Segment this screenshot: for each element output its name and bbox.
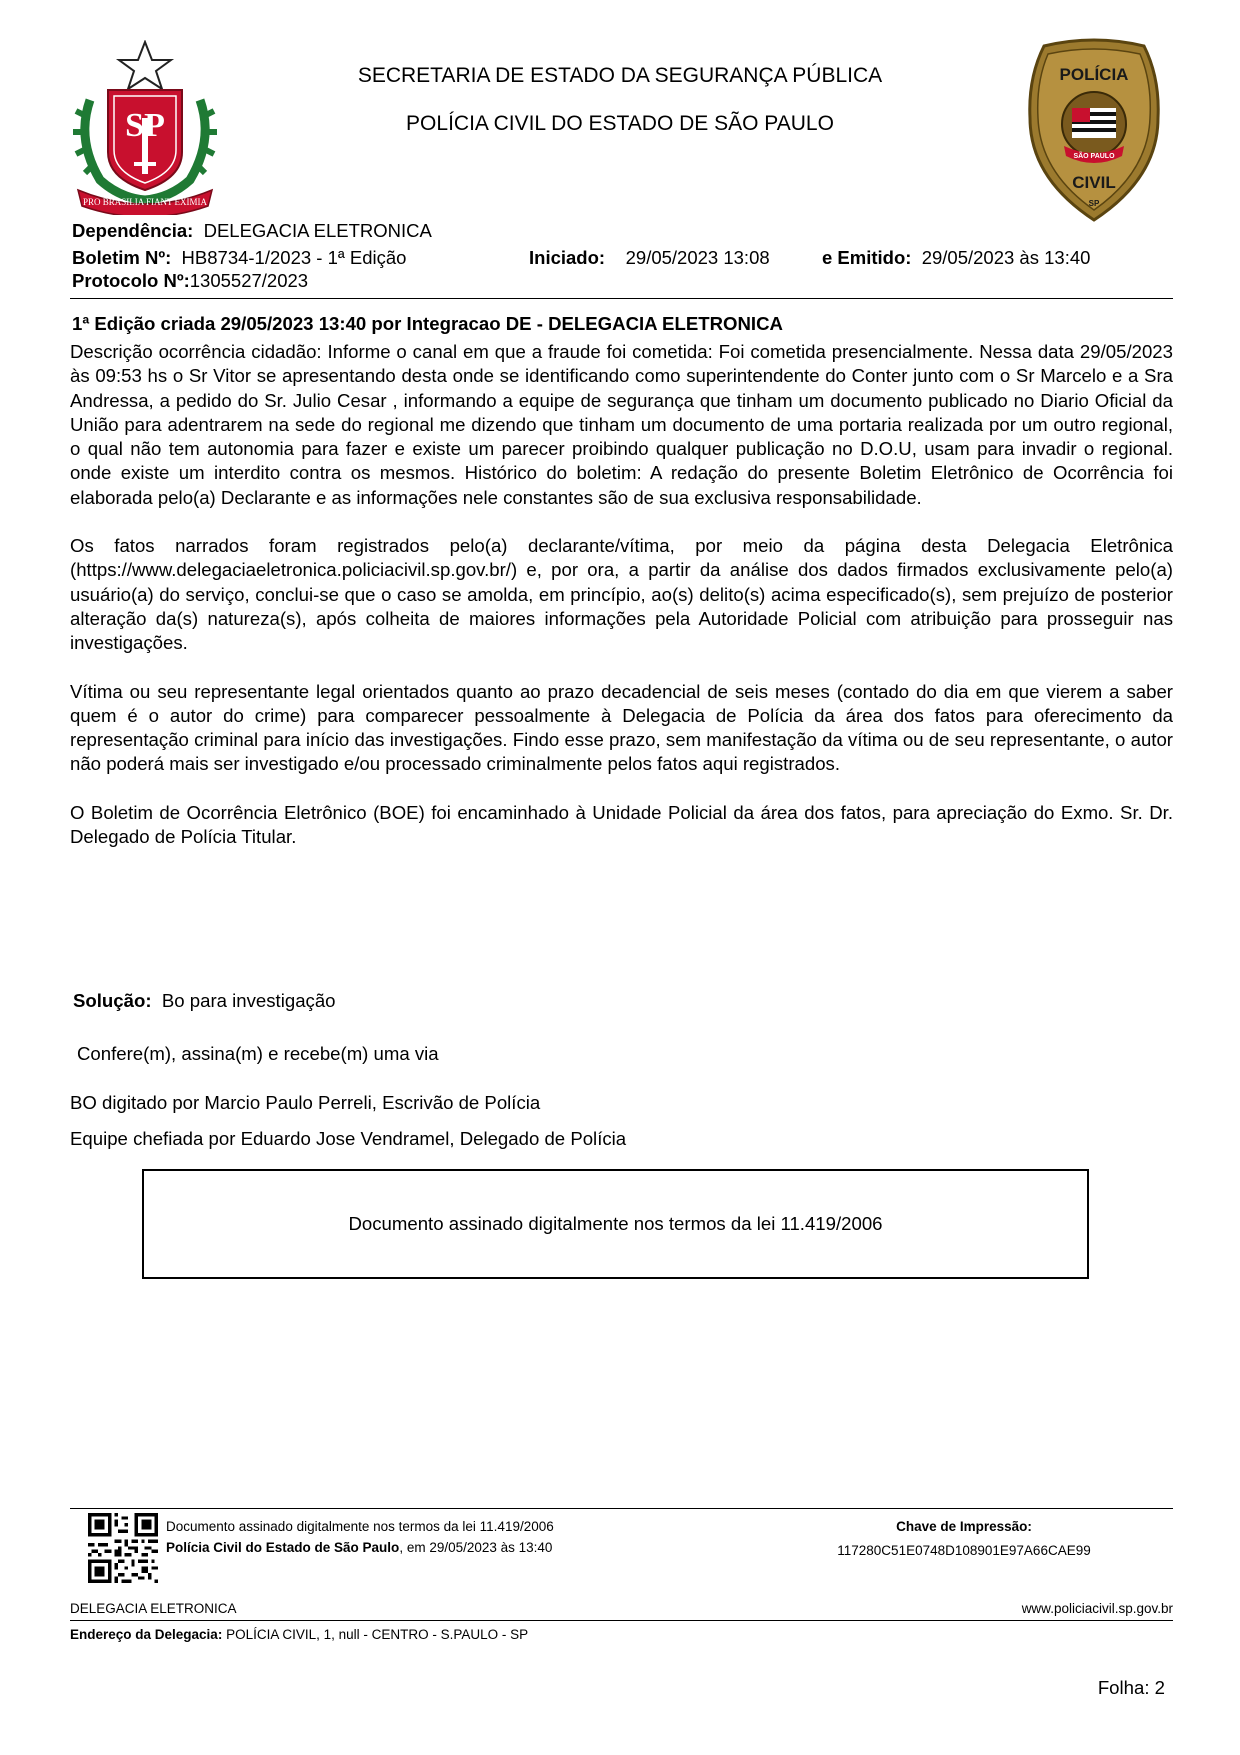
meta-boletim	[72, 247, 406, 269]
badge-top-text: POLÍCIA	[1059, 65, 1129, 84]
endereco-label: Endereço da Delegacia:	[70, 1627, 223, 1642]
meta-iniciado	[529, 247, 770, 269]
signature-box-text: Documento assinado digitalmente nos termos da lei 11.419/2006	[348, 1213, 883, 1234]
meta-dependencia	[72, 220, 432, 242]
footer-org-line	[166, 1540, 552, 1555]
boletim-label: Boletim Nº:	[72, 247, 172, 268]
meta-emitido	[822, 247, 1090, 269]
protocolo-label: Protocolo Nº:	[72, 270, 190, 291]
signature-box	[142, 1169, 1089, 1279]
badge-bottom-text: CIVIL	[1072, 173, 1116, 192]
report-body	[70, 340, 1173, 873]
footer-top-divider	[70, 1508, 1173, 1509]
solucao	[73, 990, 336, 1012]
solucao-value: Bo para investigação	[161, 990, 336, 1011]
boletim-value: HB8734-1/2023 - 1ª Edição	[181, 247, 407, 268]
header-title-secretaria: SECRETARIA DE ESTADO DA SEGURANÇA PÚBLICA	[357, 64, 883, 87]
sp-logo-motto: PRO BRASILIA FIANT EXIMIA	[82, 197, 208, 207]
footer-org-bold: Polícia Civil do Estado de São Paulo	[166, 1540, 400, 1555]
footer-bottom-divider	[70, 1620, 1173, 1621]
footer-endereco	[70, 1627, 528, 1642]
chave-value: 117280C51E0748D108901E97A66CAE99	[837, 1543, 1091, 1558]
endereco-value: POLÍCIA CIVIL, 1, null - CENTRO - S.PAULO - SP	[226, 1627, 529, 1642]
paragraph-facts: Os fatos narrados foram registrados pelo(a) declarante/vítima, por meio da página desta Delegacia Eletrônica (https://www.delegaciaeletronica.policiacivil.sp.gov.br/) e, por ora, a partir da análise dos dados firmados exclusivamente pelo(a) usuário(a) do serviço, conclui-se que o caso se amolda, em princípio, ao(s) delito(s) acima especificado(s), sem prejuízo de posterior alteração da(s) natureza(s), após colheita de maiores informações pela Autoridade Policial com atribuição para prosseguir nas investigações.	[70, 535, 1173, 654]
emitido-label: e Emitido:	[822, 247, 912, 268]
iniciado-label: Iniciado:	[529, 247, 606, 268]
meta-protocolo	[72, 270, 308, 292]
paragraph-victim-guidance: Vítima ou seu representante legal orientados quanto ao prazo decadencial de seis meses (contado do dia em que vierem a saber quem é o autor do crime) para comparecer pessoalmente à Delegacia de Polícia da área dos fatos para oferecimento da representação criminal para início das investigações. Findo esse prazo, sem manifestação da vítima ou de seu representante, o autor não poderá mais ser investigado e/ou processado criminalmente pelos fatos aqui registrados.	[70, 680, 1173, 775]
chave-label: Chave de Impressão:	[896, 1519, 1032, 1534]
dependencia-value: DELEGACIA ELETRONICA	[203, 220, 432, 241]
dependencia-label: Dependência:	[72, 220, 194, 241]
page-number: Folha: 2	[1097, 1677, 1165, 1698]
badge-band-text: SÃO PAULO	[1073, 153, 1115, 160]
header-title-policia-civil: POLÍCIA CIVIL DO ESTADO DE SÃO PAULO	[406, 112, 834, 135]
footer-signed-text: Documento assinado digitalmente nos termos da lei 11.419/2006	[166, 1519, 554, 1534]
footer-delegacia: DELEGACIA ELETRONICA	[70, 1601, 237, 1616]
header-divider	[70, 298, 1173, 299]
badge-sp-text: SP	[1088, 199, 1100, 208]
footer-website-link[interactable]: www.policiacivil.sp.gov.br	[1021, 1601, 1173, 1616]
protocolo-value: 1305527/2023	[189, 270, 309, 291]
paragraph-description: Descrição ocorrência cidadão: Informe o canal em que a fraude foi cometida: Foi cometida presencialmente. Nessa data 29/05/2023 às 09:53 hs o Sr Vitor se apresentando desta onde se identificando como superintendente do Conter junto com o Sr Marcelo e a Sra Andressa, a pedido do Sr. Julio Cesar , informando a equipe de segurança que tinham um documento publicado no Diario Oficial da União para adentrarem na sede do regional me dizendo que tinham um documento de uma portaria realizada por um outro regional, o qual não tem autonomia para fazer e existe um parecer proibindo qualquer publicação no D.O.U, usam para invadir o regional. onde existe um interdito contra os mesmos. Histórico do boletim: A redação do presente Boletim Eletrônico de Ocorrência foi elaborada pelo(a) Declarante e as informações nele constantes são de sua exclusiva responsabilidade.	[70, 341, 1173, 508]
edition-title: 1ª Edição criada 29/05/2023 13:40 por Integracao DE - DELEGACIA ELETRONICA	[72, 313, 783, 334]
solucao-label: Solução:	[73, 990, 152, 1011]
equipe-text: Equipe chefiada por Eduardo Jose Vendramel, Delegado de Polícia	[70, 1128, 627, 1149]
digitado-text: BO digitado por Marcio Paulo Perreli, Escrivão de Polícia	[70, 1092, 541, 1113]
iniciado-value: 29/05/2023 13:08	[625, 247, 770, 268]
footer-org-rest: , em 29/05/2023 às 13:40	[399, 1540, 553, 1555]
policia-civil-badge-logo	[1024, 38, 1164, 223]
sp-logo-letters: SP	[125, 107, 165, 144]
emitido-value: 29/05/2023 às 13:40	[921, 247, 1091, 268]
qr-code-icon	[88, 1513, 158, 1583]
confere-text: Confere(m), assina(m) e recebe(m) uma via	[77, 1043, 439, 1064]
paragraph-forwarding: O Boletim de Ocorrência Eletrônico (BOE) foi encaminhado à Unidade Policial da área dos fatos, para apreciação do Exmo. Sr. Dr. Delegado de Polícia Titular.	[70, 801, 1173, 848]
